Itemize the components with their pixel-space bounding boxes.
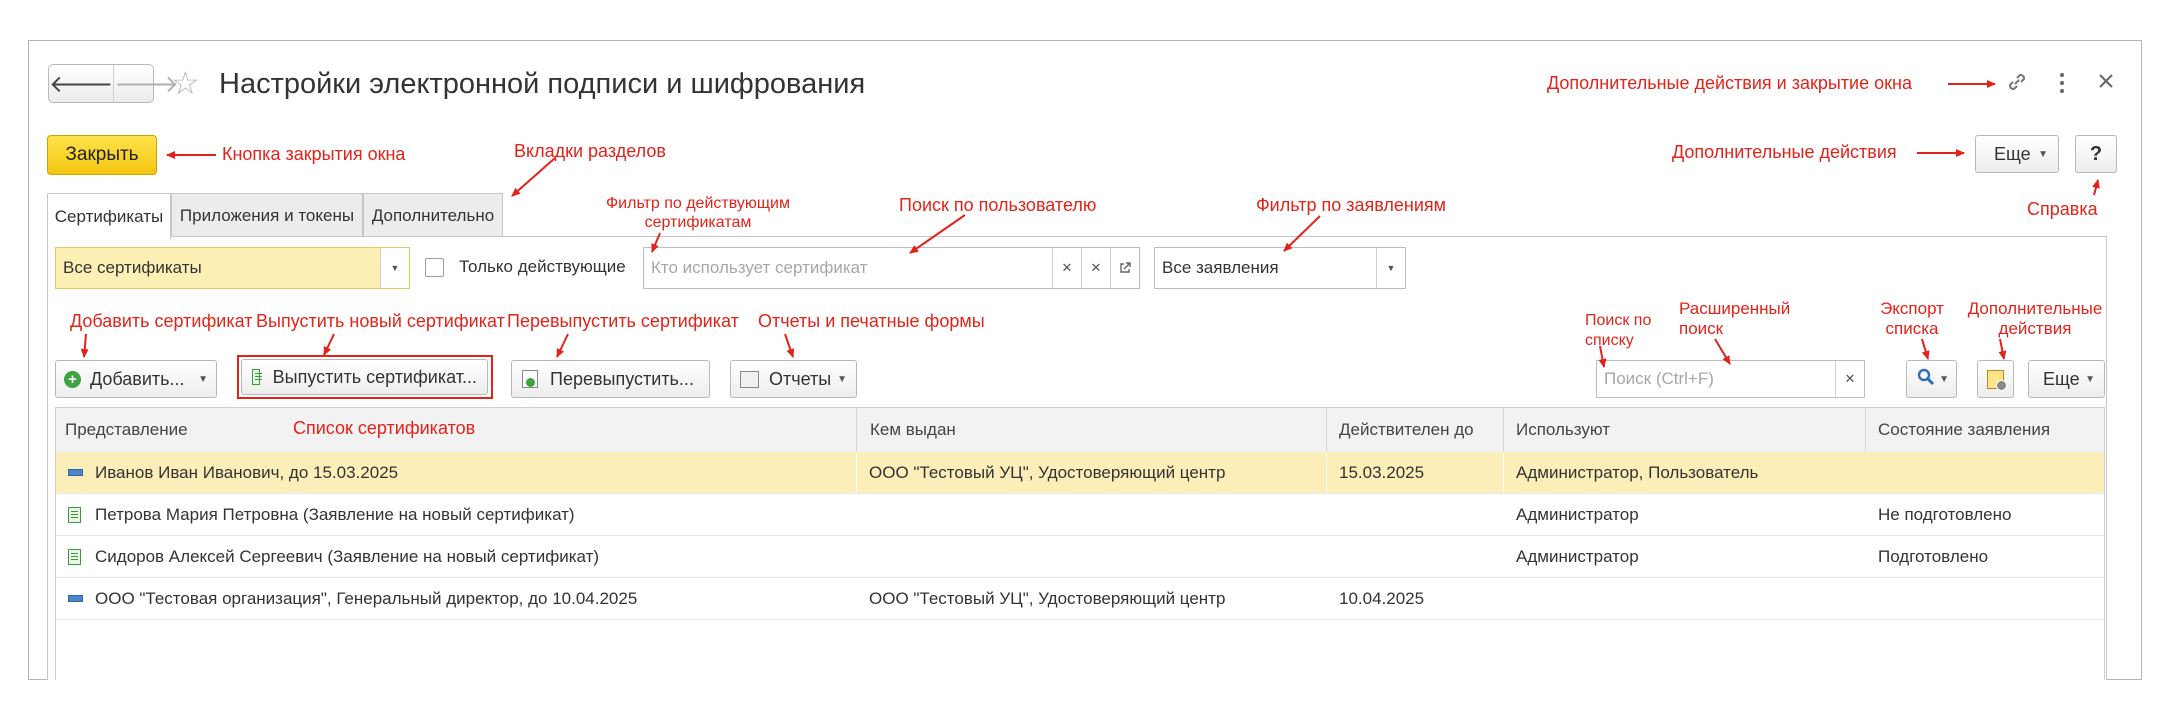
annotation-list-search — [1585, 311, 1651, 351]
user-search-placeholder: Кто использует сертификат — [651, 258, 868, 277]
tab-certificates[interactable]: Сертификаты — [47, 193, 171, 239]
clear-icon[interactable]: ✕ — [1835, 361, 1864, 397]
column-header-issuer[interactable]: Кем выдан — [857, 408, 1327, 452]
cell-name: Иванов Иван Иванович, до 15.03.2025 — [95, 452, 857, 493]
cell-status: Подготовлено — [1878, 546, 1989, 566]
column-header-request-status[interactable]: Состояние заявления — [1878, 420, 2051, 439]
clear-icon[interactable]: ✕ — [1052, 248, 1081, 288]
annotation-valid-filter-line2: сертификатам — [644, 214, 752, 231]
favorite-star-icon[interactable]: ☆ — [171, 65, 200, 101]
annotation-export-line1: Экспорт — [1880, 299, 1944, 318]
cell-valid-to: 15.03.2025 — [1339, 452, 1504, 493]
column-header-users[interactable]: Используют — [1504, 408, 1866, 452]
annotation-adv-search — [1679, 299, 1790, 339]
annotation-add-cert: Добавить сертификат — [70, 311, 253, 331]
annotation-requests-filter: Фильтр по заявлениям — [1256, 195, 1447, 215]
annotation-list-more-line2: действия — [1998, 319, 2072, 338]
chevron-down-icon: ▼ — [198, 373, 208, 385]
annotation-list-more-line1: Дополнительные — [1967, 299, 2103, 318]
help-label: ? — [2089, 142, 2103, 165]
certificates-filter-value: Все сертификаты — [63, 258, 202, 277]
cell-issuer: ООО "Тестовый УЦ", Удостоверяющий центр — [869, 452, 1327, 493]
forward-button[interactable]: 🡒 — [113, 65, 178, 102]
column-header-valid-to[interactable]: Действителен до — [1327, 408, 1504, 452]
annotation-user-search: Поиск по пользователю — [899, 195, 1097, 215]
column-header-name[interactable]: Представление — [56, 408, 857, 452]
reports-label: Отчеты — [769, 368, 832, 389]
annotation-help: Справка — [2027, 199, 2098, 219]
close-button[interactable]: Закрыть — [47, 135, 157, 175]
annotation-reissue-cert: Перевыпустить сертификат — [507, 311, 739, 331]
annotation-issue-cert: Выпустить новый сертификат — [256, 311, 505, 331]
cell-users: Администратор — [1516, 504, 1639, 524]
list-search-placeholder: Поиск (Ctrl+F) — [1604, 369, 1714, 388]
window-title: Настройки электронной подписи и шифрования — [219, 68, 866, 100]
cell-name: ООО "Тестовая организация", Генеральный директор, до 10.04.2025 — [95, 588, 638, 608]
annotation-export-line2: списка — [1885, 319, 1939, 338]
back-button[interactable]: 🡐 — [49, 70, 114, 98]
cell-users: Администратор — [1516, 546, 1639, 566]
annotation-section-tabs: Вкладки разделов — [514, 141, 666, 161]
cell-users: Администратор, Пользователь — [1516, 462, 1759, 482]
tab-apps-tokens[interactable]: Приложения и токены — [171, 193, 363, 237]
annotation-close-button: Кнопка закрытия окна — [222, 144, 406, 164]
clear-icon[interactable]: ✕ — [1081, 248, 1110, 288]
annotation-cert-list: Список сертификатов — [293, 418, 476, 438]
issue-label: Выпустить сертификат... — [272, 366, 477, 387]
chevron-down-icon: ▼ — [1939, 373, 1949, 385]
cell-valid-to: 10.04.2025 — [1339, 588, 1425, 608]
annotation-valid-filter — [588, 194, 808, 232]
only-valid-label: Только действующие — [459, 257, 626, 276]
annotation-more-actions: Дополнительные действия — [1672, 142, 1897, 162]
annotation-reports: Отчеты и печатные формы — [758, 311, 985, 331]
tab-additional[interactable]: Дополнительно — [363, 193, 503, 237]
cell-status: Не подготовлено — [1878, 504, 2012, 524]
chevron-down-icon[interactable]: ▼ — [1376, 248, 1405, 288]
chevron-down-icon: ▼ — [2085, 373, 2095, 385]
annotation-export — [1862, 299, 1962, 339]
requests-filter-value: Все заявления — [1162, 258, 1279, 277]
add-plus-icon: + — [64, 371, 81, 388]
reissue-label: Перевыпустить... — [550, 368, 694, 389]
cell-name: Петрова Мария Петровна (Заявление на новый сертификат) — [95, 504, 575, 524]
add-label: Добавить... — [90, 368, 185, 389]
annotation-window-actions: Дополнительные действия и закрытие окна — [1547, 73, 1912, 93]
annotation-list-more — [1960, 299, 2110, 339]
cell-name: Сидоров Алексей Сергеевич (Заявление на новый сертификат) — [95, 546, 600, 566]
annotation-adv-search-line2: поиск — [1679, 319, 1724, 338]
chevron-down-icon: ▼ — [2038, 148, 2048, 160]
chevron-down-icon[interactable]: ▼ — [380, 248, 409, 288]
annotation-adv-search-line1: Расширенный — [1679, 299, 1791, 318]
list-more-label: Еще — [2043, 368, 2080, 389]
chevron-down-icon: ▼ — [837, 373, 847, 385]
window-more-label: Еще — [1994, 143, 2031, 164]
annotation-valid-filter-line1: Фильтр по действующим — [606, 195, 790, 212]
annotation-list-search-line1: Поиск по — [1585, 312, 1652, 329]
annotation-list-search-line2: списку — [1585, 332, 1634, 349]
cell-issuer: ООО "Тестовый УЦ", Удостоверяющий центр — [869, 588, 1226, 608]
